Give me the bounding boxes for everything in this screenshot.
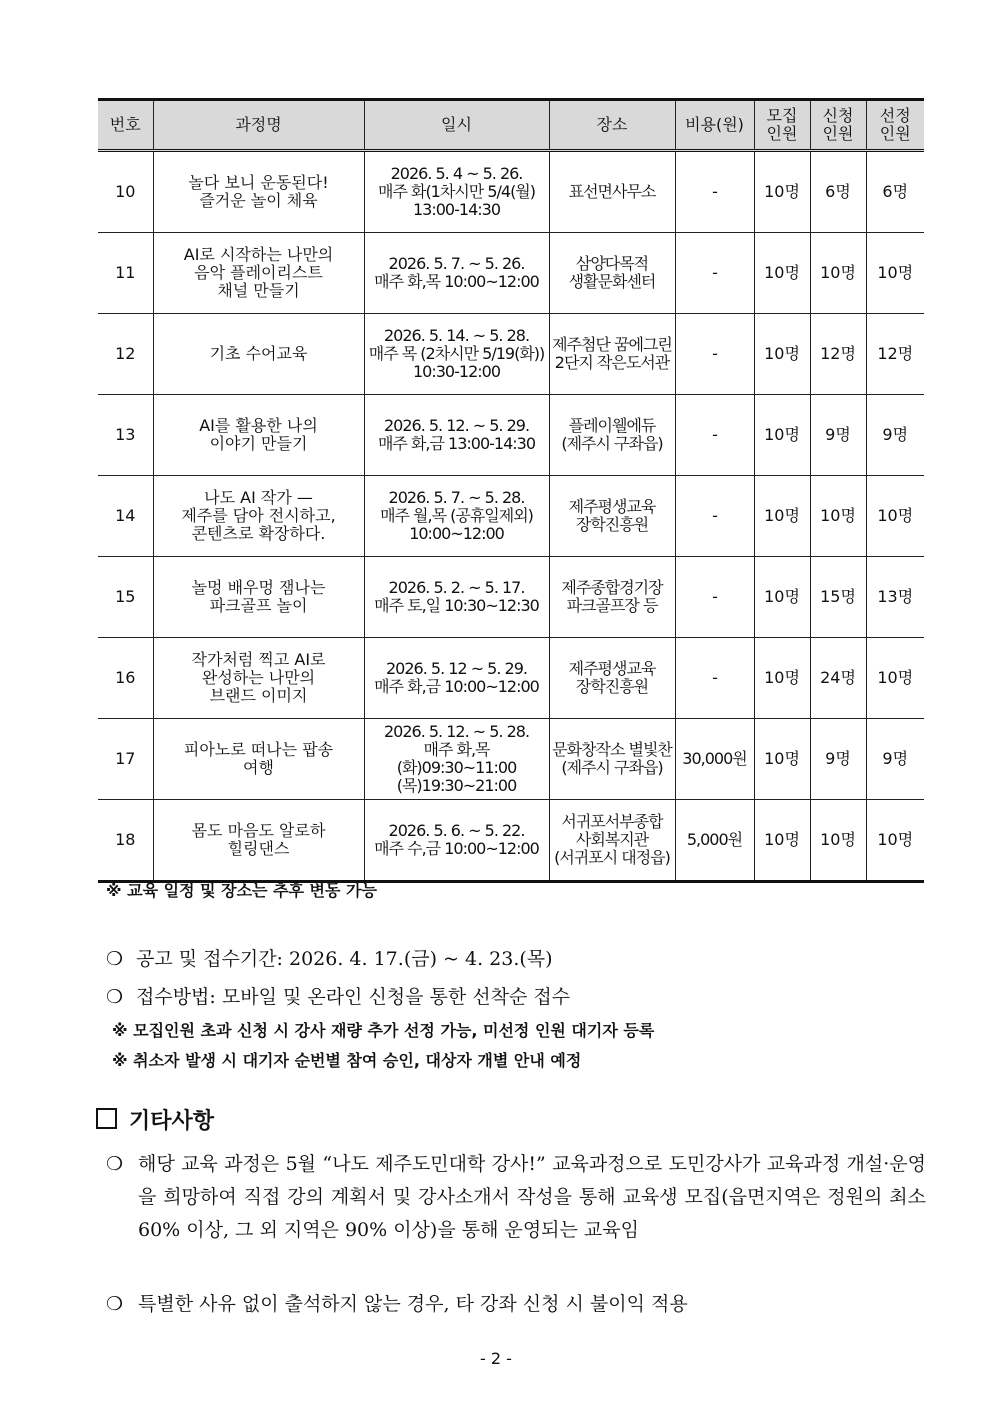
cell-place: 제주종합경기장 파크골프장 등 bbox=[549, 557, 675, 638]
cell-applied: 6명 bbox=[810, 151, 866, 233]
cell-no: 10 bbox=[98, 151, 153, 233]
cell-place: 표선면사무소 bbox=[549, 151, 675, 233]
table-row bbox=[98, 638, 924, 719]
cell-schedule: 2026. 5. 7. ~ 5. 28. 매주 월,목 (공휴일제외) 10:00~12:00 bbox=[364, 476, 549, 557]
cell-no: 12 bbox=[98, 314, 153, 395]
cell-schedule: 2026. 5. 4 ~ 5. 26. 매주 화(1차시만 5/4(월) 13:00-14:30 bbox=[364, 151, 549, 233]
cell-place: 삼양다목적 생활문화센터 bbox=[549, 233, 675, 314]
application-note-1: ※ 모집인원 초과 신청 시 강사 재량 추가 선정 가능, 미선정 인원 대기자 등록 bbox=[112, 1021, 655, 1040]
cell-schedule: 2026. 5. 12. ~ 5. 28. 매주 화,목 (화)09:30~11:00 (목)19:30~21:00 bbox=[364, 719, 549, 800]
table-row bbox=[98, 395, 924, 476]
cell-selected: 10명 bbox=[866, 638, 924, 719]
other-item-2-text: 특별한 사유 없이 출석하지 않는 경우, 타 강좌 신청 시 불이익 적용 bbox=[138, 1293, 688, 1315]
cell-cost: - bbox=[675, 395, 754, 476]
cell-no: 15 bbox=[98, 557, 153, 638]
cell-cost: - bbox=[675, 476, 754, 557]
cell-place: 플레이웰에듀 (제주시 구좌읍) bbox=[549, 395, 675, 476]
table-row bbox=[98, 719, 924, 800]
cell-schedule: 2026. 5. 12. ~ 5. 29. 매주 화,금 13:00-14:30 bbox=[364, 395, 549, 476]
cell-no: 17 bbox=[98, 719, 153, 800]
cell-course: 기초 수어교육 bbox=[153, 314, 364, 395]
other-item-1 bbox=[106, 1148, 926, 1247]
cell-applied: 24명 bbox=[810, 638, 866, 719]
cell-recruit: 10명 bbox=[754, 314, 810, 395]
cell-no: 18 bbox=[98, 800, 153, 882]
cell-selected: 10명 bbox=[866, 476, 924, 557]
cell-course: 작가처럼 찍고 AI로 완성하는 나만의 브랜드 이미지 bbox=[153, 638, 364, 719]
header-selected: 선정 인원 bbox=[866, 100, 924, 151]
cell-selected: 9명 bbox=[866, 395, 924, 476]
header-no: 번호 bbox=[98, 100, 153, 151]
cell-place: 제주평생교육 장학진흥원 bbox=[549, 476, 675, 557]
cell-recruit: 10명 bbox=[754, 151, 810, 233]
cell-selected: 6명 bbox=[866, 151, 924, 233]
cell-applied: 9명 bbox=[810, 395, 866, 476]
cell-course: 몸도 마음도 알로하 힐링댄스 bbox=[153, 800, 364, 882]
table-row bbox=[98, 314, 924, 395]
table-row bbox=[98, 151, 924, 233]
cell-cost: 5,000원 bbox=[675, 800, 754, 882]
header-cost: 비용(원) bbox=[675, 100, 754, 151]
cell-applied: 10명 bbox=[810, 233, 866, 314]
cell-cost: - bbox=[675, 151, 754, 233]
header-schedule: 일시 bbox=[364, 100, 549, 151]
table-row bbox=[98, 557, 924, 638]
cell-selected: 12명 bbox=[866, 314, 924, 395]
cell-course: AI로 시작하는 나만의 음악 플레이리스트 채널 만들기 bbox=[153, 233, 364, 314]
section-other bbox=[96, 1104, 214, 1135]
other-item-1-text: 해당 교육 과정은 5월 “나도 제주도민대학 강사!” 교육과정으로 도민강사가 교육과정 개설·운영을 희망하여 직접 강의 계획서 및 강사소개서 작성을 통해 교육생 모집(읍면지역은 정원의 최소 60% 이상, 그 외 지역은 90% 이상)을 통해 운영되는 교육임 bbox=[138, 1153, 926, 1241]
application-note-2: ※ 취소자 발생 시 대기자 순번별 참여 승인, 대상자 개별 안내 예정 bbox=[112, 1051, 582, 1070]
cell-no: 13 bbox=[98, 395, 153, 476]
cell-applied: 10명 bbox=[810, 476, 866, 557]
section-other-title: 기타사항 bbox=[129, 1109, 215, 1134]
cell-place: 제주첨단 꿈에그린 2단지 작은도서관 bbox=[549, 314, 675, 395]
cell-recruit: 10명 bbox=[754, 557, 810, 638]
checkbox-square-icon bbox=[96, 1108, 117, 1129]
cell-place: 문화창작소 별빛찬 (제주시 구좌읍) bbox=[549, 719, 675, 800]
header-course: 과정명 bbox=[153, 100, 364, 151]
cell-recruit: 10명 bbox=[754, 800, 810, 882]
cell-applied: 10명 bbox=[810, 800, 866, 882]
cell-selected: 10명 bbox=[866, 233, 924, 314]
cell-selected: 9명 bbox=[866, 719, 924, 800]
page-number: - 2 - bbox=[480, 1349, 512, 1368]
table-note: ※ 교육 일정 및 장소는 추후 변동 가능 bbox=[106, 881, 377, 900]
cell-recruit: 10명 bbox=[754, 719, 810, 800]
cell-selected: 13명 bbox=[866, 557, 924, 638]
cell-cost: - bbox=[675, 638, 754, 719]
cell-course: 놀다 보니 운동된다! 즐거운 놀이 체육 bbox=[153, 151, 364, 233]
application-period-text: 공고 및 접수기간: 2026. 4. 17.(금) ~ 4. 23.(목) bbox=[136, 948, 553, 970]
header-place: 장소 bbox=[549, 100, 675, 151]
cell-course: 피아노로 떠나는 팝송 여행 bbox=[153, 719, 364, 800]
table-row bbox=[98, 800, 924, 882]
table-row bbox=[98, 476, 924, 557]
cell-schedule: 2026. 5. 12 ~ 5. 29. 매주 화,금 10:00~12:00 bbox=[364, 638, 549, 719]
cell-course: AI를 활용한 나의 이야기 만들기 bbox=[153, 395, 364, 476]
other-item-2 bbox=[106, 1288, 926, 1321]
header-recruit: 모집 인원 bbox=[754, 100, 810, 151]
cell-cost: 30,000원 bbox=[675, 719, 754, 800]
cell-course: 놀멍 배우멍 잼나는 파크골프 놀이 bbox=[153, 557, 364, 638]
cell-cost: - bbox=[675, 233, 754, 314]
bullet-icon: ❍ bbox=[106, 1293, 124, 1315]
cell-recruit: 10명 bbox=[754, 476, 810, 557]
cell-applied: 9명 bbox=[810, 719, 866, 800]
application-method-text: 접수방법: 모바일 및 온라인 신청을 통한 선착순 접수 bbox=[136, 986, 571, 1008]
cell-schedule: 2026. 5. 7. ~ 5. 26. 매주 화,목 10:00~12:00 bbox=[364, 233, 549, 314]
cell-schedule: 2026. 5. 6. ~ 5. 22. 매주 수,금 10:00~12:00 bbox=[364, 800, 549, 882]
table-row bbox=[98, 233, 924, 314]
cell-cost: - bbox=[675, 314, 754, 395]
cell-schedule: 2026. 5. 14. ~ 5. 28. 매주 목 (2차시만 5/19(화)) 10:30-12:00 bbox=[364, 314, 549, 395]
cell-cost: - bbox=[675, 557, 754, 638]
cell-no: 16 bbox=[98, 638, 153, 719]
cell-selected: 10명 bbox=[866, 800, 924, 882]
application-period bbox=[106, 944, 553, 971]
bullet-icon: ❍ bbox=[106, 948, 124, 970]
bullet-icon: ❍ bbox=[106, 1153, 124, 1175]
course-table bbox=[98, 98, 924, 883]
cell-course: 나도 AI 작가 — 제주를 담아 전시하고, 콘텐츠로 확장하다. bbox=[153, 476, 364, 557]
cell-place: 제주평생교육 장학진흥원 bbox=[549, 638, 675, 719]
table-header-row bbox=[98, 100, 924, 151]
header-applied: 신청 인원 bbox=[810, 100, 866, 151]
cell-applied: 15명 bbox=[810, 557, 866, 638]
cell-schedule: 2026. 5. 2. ~ 5. 17. 매주 토,일 10:30~12:30 bbox=[364, 557, 549, 638]
cell-recruit: 10명 bbox=[754, 233, 810, 314]
cell-recruit: 10명 bbox=[754, 638, 810, 719]
cell-recruit: 10명 bbox=[754, 395, 810, 476]
application-method bbox=[106, 982, 570, 1009]
cell-no: 11 bbox=[98, 233, 153, 314]
bullet-icon: ❍ bbox=[106, 986, 124, 1008]
cell-place: 서귀포서부종합 사회복지관 (서귀포시 대정읍) bbox=[549, 800, 675, 882]
cell-applied: 12명 bbox=[810, 314, 866, 395]
cell-no: 14 bbox=[98, 476, 153, 557]
